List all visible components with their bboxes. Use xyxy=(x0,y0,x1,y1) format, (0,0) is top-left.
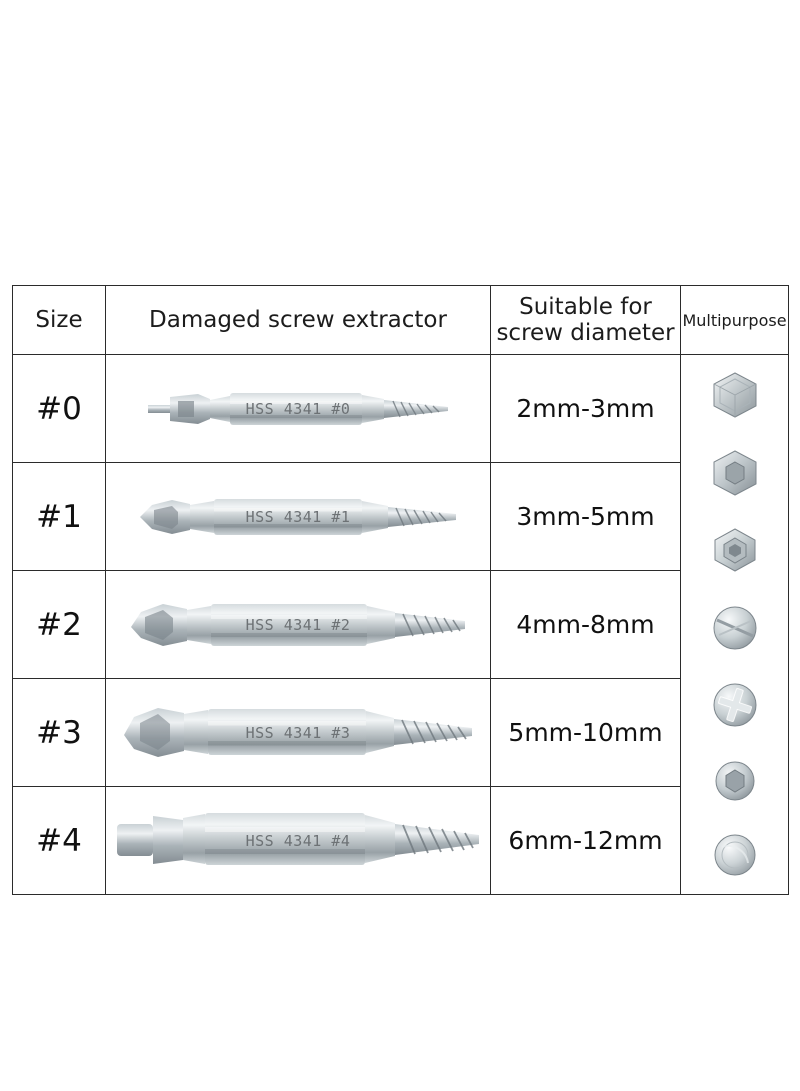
header-extractor: Damaged screw extractor xyxy=(106,286,491,355)
extractor-bit-0-icon xyxy=(148,380,448,438)
table-row xyxy=(13,571,789,679)
spec-sheet xyxy=(12,285,788,890)
row-diameter: 6mm-12mm xyxy=(491,787,681,895)
screw-extractor-spec-table xyxy=(12,285,789,895)
bit-label: HSS 4341 #1 xyxy=(245,507,351,526)
extractor-bit-4-icon xyxy=(115,798,481,884)
round-head-icon xyxy=(710,831,760,879)
bit-label: HSS 4341 #2 xyxy=(245,615,351,634)
row-extractor-image xyxy=(106,679,491,787)
row-size: #3 xyxy=(13,679,106,787)
header-diameter-line1: Suitable for xyxy=(519,293,652,320)
row-size: #4 xyxy=(13,787,106,895)
table-row xyxy=(13,679,789,787)
row-size: #2 xyxy=(13,571,106,679)
multipurpose-head-icons xyxy=(681,355,789,895)
header-diameter xyxy=(491,286,681,355)
row-diameter: 3mm-5mm xyxy=(491,463,681,571)
row-size: #1 xyxy=(13,463,106,571)
hex-socket-head-icon xyxy=(709,448,761,498)
row-diameter: 5mm-10mm xyxy=(491,679,681,787)
header-size: Size xyxy=(13,286,106,355)
row-diameter: 4mm-8mm xyxy=(491,571,681,679)
table-row xyxy=(13,355,789,463)
phillips-head-icon xyxy=(709,680,761,730)
extractor-bit-2-icon xyxy=(129,590,467,660)
row-extractor-image xyxy=(106,463,491,571)
table-row xyxy=(13,787,789,895)
extractor-bit-1-icon xyxy=(138,486,458,548)
row-extractor-image xyxy=(106,355,491,463)
table-header-row xyxy=(13,286,789,355)
row-extractor-image xyxy=(106,571,491,679)
slotted-head-icon xyxy=(709,603,761,653)
table-row xyxy=(13,463,789,571)
row-size: #0 xyxy=(13,355,106,463)
extractor-bit-3-icon xyxy=(122,695,474,771)
row-extractor-image xyxy=(106,787,491,895)
bit-label: HSS 4341 #0 xyxy=(245,399,351,418)
bit-label: HSS 4341 #4 xyxy=(245,831,351,850)
hex-socket-round-head-icon xyxy=(711,758,759,804)
row-diameter: 2mm-3mm xyxy=(491,355,681,463)
hex-recess-head-icon xyxy=(709,525,761,575)
header-multipurpose: Multipurpose xyxy=(681,286,789,355)
hex-head-icon xyxy=(709,370,761,420)
bit-label: HSS 4341 #3 xyxy=(245,723,351,742)
header-diameter-line2: screw diameter xyxy=(496,320,675,346)
